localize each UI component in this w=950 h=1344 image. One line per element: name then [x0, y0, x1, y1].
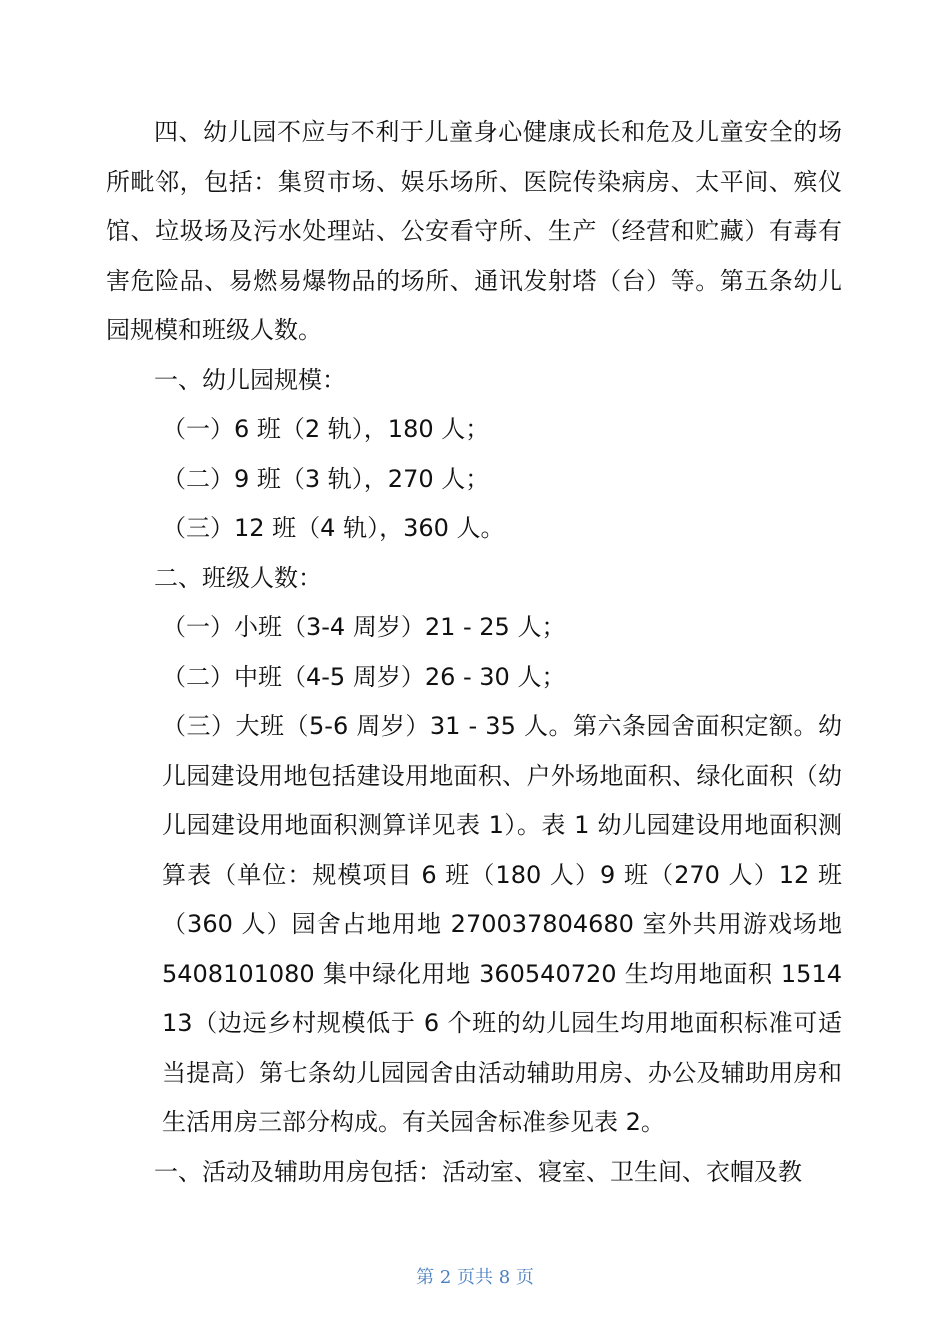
- page-number-footer: 第 2 页共 8 页: [416, 1267, 534, 1288]
- paragraph-large-class-and-area-quota: （三）大班（5-6 周岁）31 - 35 人。第六条园舍面积定额。幼儿园建设用地包括建设用地面积、户外场地面积、绿化面积（幼儿园建设用地面积测算详见表 1）。表 1 幼儿园建设用地面积测算表（单位：规模项目 6 班（180 人）9 班（270 人）12 班（360 人）园舍占地用地 270037804680 室外共用游戏场地 5408101080 集中绿化用地 360540720 生均用地面积 151413（边远乡村规模低于 6 个班的幼儿园生均用地面积标准可适当提高）第七条幼儿园园舍由活动辅助用房、办公及辅助用房和生活用房三部分构成。有关园舍标准参见表 2。: [162, 712, 842, 1136]
- heading-class-size: 二、班级人数：: [154, 563, 322, 592]
- list-item-scale-6-classes: （一）6 班（2 轨），180 人；: [162, 415, 490, 443]
- heading-kindergarten-scale: 一、幼儿园规模：: [154, 365, 346, 394]
- list-item-small-class: （一）小班（3-4 周岁）21 - 25 人；: [162, 613, 566, 641]
- list-item-middle-class: （二）中班（4-5 周岁）26 - 30 人；: [162, 662, 566, 691]
- list-item-scale-9-classes: （二）9 班（3 轨），270 人；: [162, 464, 490, 493]
- paragraph-site-restrictions: 四、幼儿园不应与不利于儿童身心健康成长和危及儿童安全的场所毗邻，包括：集贸市场、娱乐场所、医院传染病房、太平间、殡仪馆、垃圾场及污水处理站、公安看守所、生产（经营和贮藏）有毒有害危险品、易燃易爆物品的场所、通讯发射塔（台）等。第五条幼儿园规模和班级人数。: [106, 118, 842, 344]
- paragraph-activity-rooms: 一、活动及辅助用房包括：活动室、寝室、卫生间、衣帽及教: [154, 1157, 802, 1186]
- document-body: [106, 108, 842, 1197]
- list-item-scale-12-classes: （三）12 班（4 轨），360 人。: [162, 514, 505, 542]
